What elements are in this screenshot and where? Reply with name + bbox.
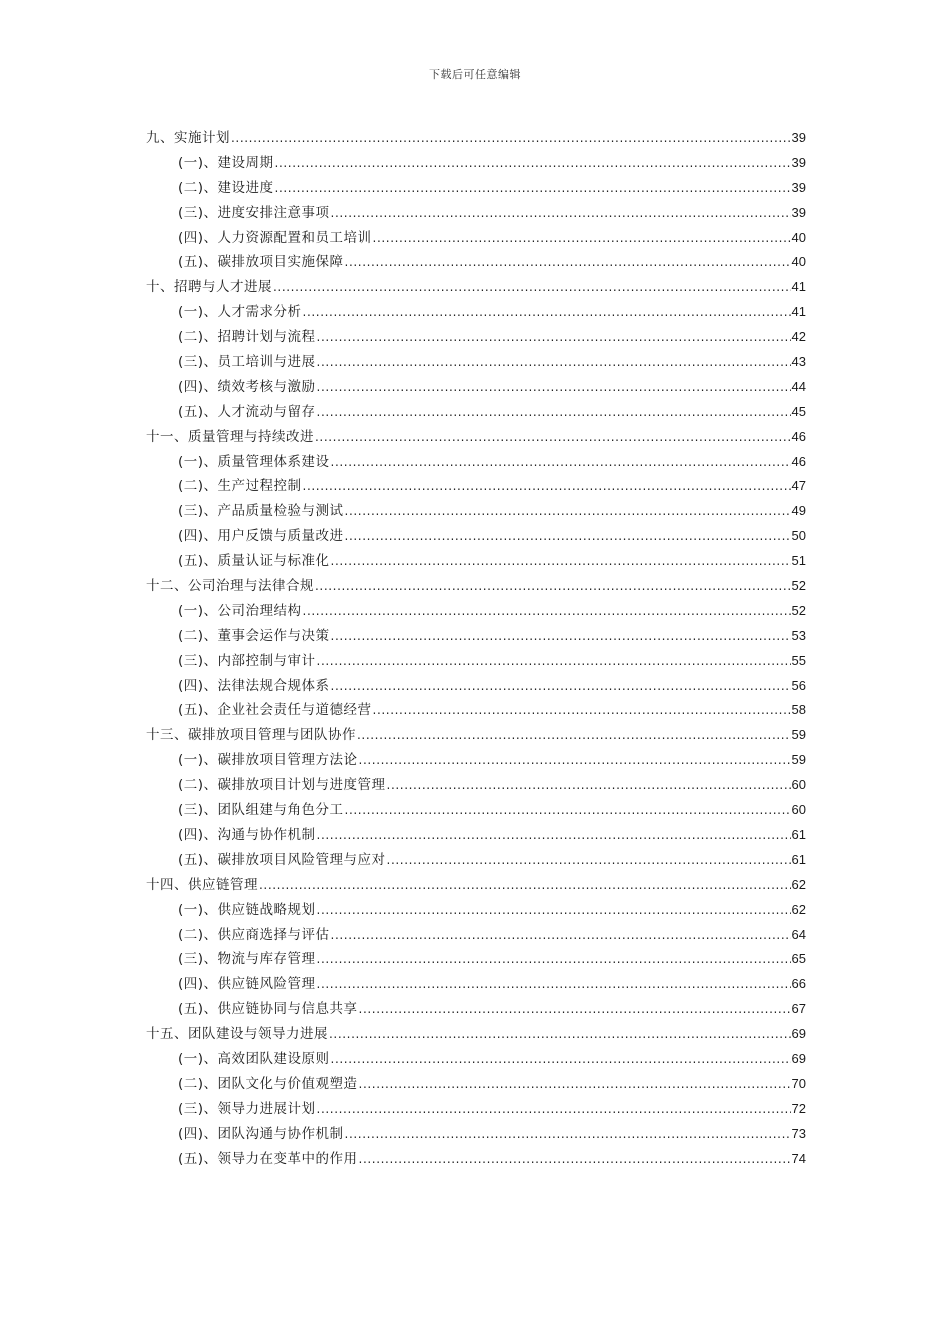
toc-dot-leader: [317, 1097, 791, 1122]
toc-chapter-entry[interactable]: [146, 425, 806, 450]
toc-page-number: 62: [791, 901, 806, 917]
toc-page-number: 69: [791, 1026, 806, 1042]
toc-section-entry[interactable]: [146, 848, 806, 873]
toc-entry-title: 十一、质量管理与持续改进: [146, 428, 314, 445]
toc-dot-leader: [331, 450, 791, 475]
toc-entry-title: (一)、建设周期: [178, 154, 274, 171]
toc-dot-leader: [303, 599, 791, 624]
toc-chapter-entry[interactable]: [146, 873, 806, 898]
toc-section-entry[interactable]: [146, 1097, 806, 1122]
toc-dot-leader: [231, 126, 791, 151]
toc-page-number: 52: [791, 578, 806, 594]
toc-section-entry[interactable]: [146, 972, 806, 997]
page-header: 下载后可任意编辑: [429, 68, 521, 81]
toc-page-number: 40: [791, 254, 806, 270]
toc-dot-leader: [357, 723, 791, 748]
toc-section-entry[interactable]: [146, 649, 806, 674]
toc-dot-leader: [275, 151, 791, 176]
toc-page-number: 43: [791, 354, 806, 370]
toc-dot-leader: [331, 201, 791, 226]
toc-entry-title: (一)、高效团队建设原则: [178, 1050, 330, 1067]
toc-page-number: 64: [791, 926, 806, 942]
toc-page-number: 42: [791, 329, 806, 345]
toc-section-entry[interactable]: [146, 499, 806, 524]
toc-page-number: 74: [791, 1150, 806, 1166]
toc-entry-title: (五)、碳排放项目实施保障: [178, 254, 344, 271]
toc-entry-title: (二)、生产过程控制: [178, 478, 302, 495]
toc-section-entry[interactable]: [146, 1147, 806, 1172]
toc-dot-leader: [331, 674, 791, 699]
toc-entry-title: (三)、进度安排注意事项: [178, 204, 330, 221]
toc-entry-title: 十、招聘与人才进展: [146, 279, 272, 296]
toc-section-entry[interactable]: [146, 997, 806, 1022]
toc-section-entry[interactable]: [146, 176, 806, 201]
toc-page-number: 60: [791, 777, 806, 793]
toc-page-number: 39: [791, 179, 806, 195]
toc-dot-leader: [317, 823, 791, 848]
toc-dot-leader: [345, 524, 791, 549]
toc-entry-title: (五)、企业社会责任与道德经营: [178, 702, 372, 719]
toc-section-entry[interactable]: [146, 698, 806, 723]
toc-entry-title: (一)、碳排放项目管理方法论: [178, 752, 358, 769]
toc-dot-leader: [331, 549, 791, 574]
toc-entry-title: (三)、领导力进展计划: [178, 1100, 316, 1117]
toc-dot-leader: [359, 997, 791, 1022]
toc-page-number: 47: [791, 478, 806, 494]
toc-dot-leader: [345, 1122, 791, 1147]
toc-dot-leader: [387, 848, 791, 873]
toc-dot-leader: [275, 176, 791, 201]
toc-chapter-entry[interactable]: [146, 1022, 806, 1047]
toc-entry-title: (二)、招聘计划与流程: [178, 329, 316, 346]
toc-entry-title: (四)、法律法规合规体系: [178, 677, 330, 694]
toc-page-number: 62: [791, 876, 806, 892]
toc-page-number: 65: [791, 951, 806, 967]
toc-page-number: 39: [791, 204, 806, 220]
toc-entry-title: (三)、产品质量检验与测试: [178, 503, 344, 520]
toc-entry-title: (五)、领导力在变革中的作用: [178, 1150, 358, 1167]
toc-page-number: 52: [791, 602, 806, 618]
toc-entry-title: (五)、碳排放项目风险管理与应对: [178, 851, 386, 868]
toc-entry-title: (四)、绩效考核与激励: [178, 378, 316, 395]
toc-entry-title: (一)、质量管理体系建设: [178, 453, 330, 470]
toc-dot-leader: [329, 1022, 791, 1047]
toc-section-entry[interactable]: [146, 250, 806, 275]
table-of-contents: [146, 126, 806, 1171]
toc-page-number: 58: [791, 702, 806, 718]
toc-section-entry[interactable]: [146, 226, 806, 251]
toc-chapter-entry[interactable]: [146, 574, 806, 599]
toc-dot-leader: [331, 1047, 791, 1072]
toc-dot-leader: [387, 773, 791, 798]
toc-entry-title: (一)、供应链战略规划: [178, 901, 316, 918]
toc-dot-leader: [259, 873, 791, 898]
toc-dot-leader: [359, 1072, 791, 1097]
toc-dot-leader: [317, 972, 791, 997]
toc-dot-leader: [317, 649, 791, 674]
toc-page-number: 66: [791, 976, 806, 992]
toc-section-entry[interactable]: [146, 300, 806, 325]
toc-section-entry[interactable]: [146, 400, 806, 425]
toc-page-number: 39: [791, 130, 806, 145]
toc-chapter-entry[interactable]: [146, 275, 806, 300]
toc-chapter-entry[interactable]: [146, 723, 806, 748]
toc-page-number: 56: [791, 677, 806, 693]
toc-entry-title: (四)、人力资源配置和员工培训: [178, 229, 372, 246]
toc-page-number: 45: [791, 403, 806, 419]
toc-chapter-entry[interactable]: [146, 126, 806, 151]
toc-entry-title: 十二、公司治理与法律合规: [146, 578, 314, 595]
toc-entry-title: (五)、质量认证与标准化: [178, 553, 330, 570]
toc-dot-leader: [345, 499, 791, 524]
toc-entry-title: (二)、团队文化与价值观塑造: [178, 1075, 358, 1092]
toc-page-number: 70: [791, 1075, 806, 1091]
toc-page-number: 60: [791, 802, 806, 818]
toc-dot-leader: [331, 923, 791, 948]
toc-section-entry[interactable]: [146, 773, 806, 798]
toc-entry-title: (四)、团队沟通与协作机制: [178, 1125, 344, 1142]
toc-entry-title: (一)、公司治理结构: [178, 602, 302, 619]
toc-section-entry[interactable]: [146, 201, 806, 226]
toc-entry-title: (二)、供应商选择与评估: [178, 926, 330, 943]
toc-dot-leader: [373, 226, 791, 251]
toc-entry-title: (三)、团队组建与角色分工: [178, 802, 344, 819]
toc-page-number: 41: [791, 304, 806, 320]
toc-section-entry[interactable]: [146, 599, 806, 624]
toc-dot-leader: [315, 425, 791, 450]
toc-page-number: 72: [791, 1100, 806, 1116]
toc-dot-leader: [317, 400, 791, 425]
toc-page-number: 50: [791, 528, 806, 544]
toc-entry-title: (三)、物流与库存管理: [178, 951, 316, 968]
toc-section-entry[interactable]: [146, 151, 806, 176]
toc-dot-leader: [345, 798, 791, 823]
toc-entry-title: 九、实施计划: [146, 130, 230, 146]
toc-section-entry[interactable]: [146, 474, 806, 499]
toc-section-entry[interactable]: [146, 325, 806, 350]
toc-page-number: 51: [791, 553, 806, 569]
toc-entry-title: 十三、碳排放项目管理与团队协作: [146, 727, 356, 744]
toc-dot-leader: [345, 250, 791, 275]
toc-dot-leader: [317, 350, 791, 375]
toc-page-number: 55: [791, 652, 806, 668]
toc-dot-leader: [303, 300, 791, 325]
toc-page-number: 69: [791, 1050, 806, 1066]
toc-dot-leader: [331, 624, 791, 649]
toc-dot-leader: [317, 375, 791, 400]
toc-dot-leader: [359, 748, 791, 773]
toc-section-entry[interactable]: [146, 549, 806, 574]
toc-entry-title: (四)、用户反馈与质量改进: [178, 528, 344, 545]
toc-dot-leader: [373, 698, 791, 723]
toc-entry-title: (五)、人才流动与留存: [178, 403, 316, 420]
toc-dot-leader: [317, 325, 791, 350]
toc-page-number: 40: [791, 229, 806, 245]
toc-entry-title: (四)、供应链风险管理: [178, 976, 316, 993]
toc-section-entry[interactable]: [146, 375, 806, 400]
toc-dot-leader: [303, 474, 791, 499]
toc-page-number: 39: [791, 154, 806, 170]
toc-entry-title: (三)、内部控制与审计: [178, 652, 316, 669]
toc-page-number: 49: [791, 503, 806, 519]
toc-section-entry[interactable]: [146, 1122, 806, 1147]
toc-entry-title: (二)、碳排放项目计划与进度管理: [178, 777, 386, 794]
toc-entry-title: (一)、人才需求分析: [178, 304, 302, 321]
toc-section-entry[interactable]: [146, 798, 806, 823]
toc-entry-title: (五)、供应链协同与信息共享: [178, 1001, 358, 1018]
toc-page-number: 53: [791, 627, 806, 643]
toc-page-number: 59: [791, 727, 806, 743]
toc-section-entry[interactable]: [146, 1072, 806, 1097]
toc-dot-leader: [273, 275, 791, 300]
toc-page-number: 61: [791, 851, 806, 867]
toc-section-entry[interactable]: [146, 624, 806, 649]
toc-section-entry[interactable]: [146, 674, 806, 699]
toc-entry-title: (二)、董事会运作与决策: [178, 627, 330, 644]
toc-page-number: 67: [791, 1001, 806, 1017]
toc-section-entry[interactable]: [146, 524, 806, 549]
toc-page-number: 41: [791, 279, 806, 295]
toc-section-entry[interactable]: [146, 450, 806, 475]
toc-entry-title: 十四、供应链管理: [146, 876, 258, 893]
toc-page-number: 44: [791, 378, 806, 394]
toc-page-number: 46: [791, 453, 806, 469]
toc-dot-leader: [317, 898, 791, 923]
toc-entry-title: (四)、沟通与协作机制: [178, 826, 316, 843]
toc-page-number: 73: [791, 1125, 806, 1141]
toc-section-entry[interactable]: [146, 898, 806, 923]
toc-entry-title: 十五、团队建设与领导力进展: [146, 1026, 328, 1043]
toc-dot-leader: [317, 947, 791, 972]
toc-dot-leader: [315, 574, 791, 599]
toc-section-entry[interactable]: [146, 923, 806, 948]
toc-entry-title: (二)、建设进度: [178, 179, 274, 196]
toc-page-number: 59: [791, 752, 806, 768]
toc-section-entry[interactable]: [146, 1047, 806, 1072]
toc-section-entry[interactable]: [146, 748, 806, 773]
toc-dot-leader: [359, 1147, 791, 1172]
toc-page-number: 46: [791, 428, 806, 444]
toc-section-entry[interactable]: [146, 947, 806, 972]
toc-entry-title: (三)、员工培训与进展: [178, 354, 316, 371]
toc-section-entry[interactable]: [146, 823, 806, 848]
toc-section-entry[interactable]: [146, 350, 806, 375]
toc-page-number: 61: [791, 826, 806, 842]
